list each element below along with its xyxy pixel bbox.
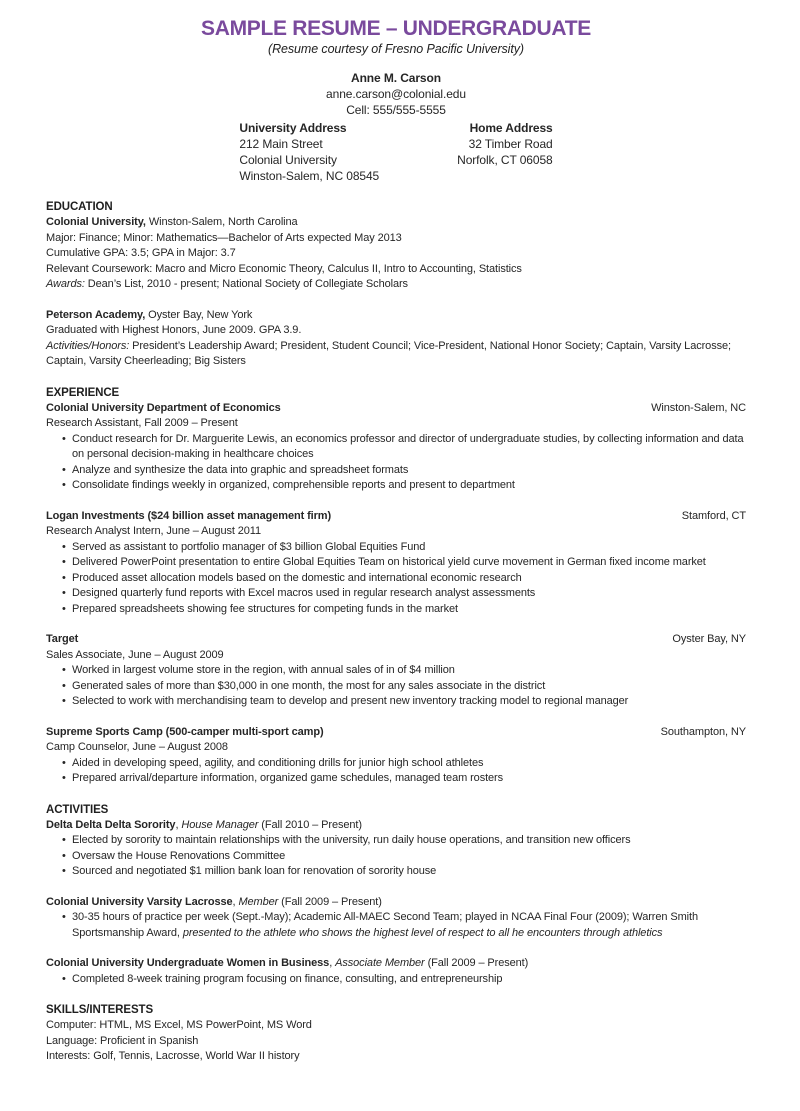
bullet-item	[62, 910, 746, 941]
honors-text: President’s Leadership Award; President, Student Council; Vice-President, National Honor Society; Captain, Varsity Lacrosse; Captain, Varsity Cheerleading; Big Sisters	[46, 339, 731, 367]
bullet-italic-text: presented to the athlete who shows the highest level of respect to all he encounters through athletics	[182, 926, 663, 939]
section-activities	[46, 802, 746, 988]
activity-dates: (Fall 2009 – Present)	[424, 957, 529, 969]
activities-heading: ACTIVITIES	[46, 803, 109, 816]
awards-label: Awards:	[46, 278, 85, 290]
bullet-item: • Produced asset allocation models based on the domestic and international economic research	[62, 571, 746, 587]
university-address	[239, 120, 379, 184]
activity-separator: ,	[175, 818, 182, 831]
skills-line: Computer: HTML, MS Excel, MS PowerPoint, MS Word	[46, 1019, 312, 1031]
activity-role: House Manager	[181, 818, 259, 831]
document-header	[46, 16, 746, 184]
job-entry	[46, 632, 746, 710]
education-heading: EDUCATION	[46, 201, 113, 213]
bullet-item: • Consolidate findings weekly in organized, comprehensible reports and present to department	[62, 478, 746, 494]
bullet-item: • Worked in largest volume store in the region, with annual sales of in of $4 million	[62, 663, 746, 679]
job-entry	[46, 725, 746, 787]
bullet-item: • Oversaw the House Renovations Committee	[62, 849, 746, 865]
skills-line: Language: Proficient in Spanish	[46, 1034, 199, 1047]
home-address	[457, 120, 552, 184]
job-bullets	[46, 540, 746, 618]
bullet-item: • Aided in developing speed, agility, and conditioning drills for junior high school athletes	[62, 756, 746, 772]
company-name: Target	[46, 633, 79, 645]
education-awards-line	[46, 277, 746, 293]
activity-org: Delta Delta Delta Sorority	[46, 818, 176, 831]
activity-dates: (Fall 2009 – Present)	[278, 895, 382, 908]
bullet-item: • Designed quarterly fund reports with Excel macros used in regular research analyst assessments	[62, 586, 746, 602]
school-name: Peterson Academy,	[46, 308, 146, 321]
education-detail-line: Cumulative GPA: 3.5; GPA in Major: 3.7	[46, 247, 236, 259]
contact-cell: Cell: 555/555-5555	[346, 103, 446, 117]
activity-separator: ,	[232, 895, 239, 908]
bullet-item: • Conduct research for Dr. Marguerite Lewis, an economics professor and director of undergraduate studies, by collecting information and data on personal decision-making in healthcare choices	[62, 432, 746, 463]
job-role-line: Research Analyst Intern, June – August 2011	[46, 525, 262, 537]
job-title-line	[46, 401, 746, 417]
company-name: Supreme Sports Camp (500-camper multi-sport camp)	[46, 725, 324, 738]
page-title: SAMPLE RESUME – UNDERGRADUATE	[201, 17, 591, 40]
activity-title-line	[46, 818, 746, 834]
bullet-item: • Prepared arrival/departure information, organized game schedules, managed team rosters	[62, 771, 746, 787]
education-detail-line: Major: Finance; Minor: Mathematics—Bachelor of Arts expected May 2013	[46, 231, 402, 244]
job-location: Southampton, NY	[660, 725, 746, 738]
job-location: Winston-Salem, NC	[651, 401, 746, 414]
section-experience	[46, 385, 746, 787]
activity-bullets	[46, 972, 746, 988]
school-name: Colonial University,	[46, 216, 146, 228]
skills-line: Interests: Golf, Tennis, Lacrosse, World War II history	[46, 1050, 300, 1062]
bullet-item: • Delivered PowerPoint presentation to entire Global Equities Team on historical yield curve movement in German fixed income market	[62, 555, 746, 571]
job-bullets	[46, 663, 746, 710]
company-name: Logan Investments ($24 billion asset management firm)	[46, 509, 332, 522]
school-title-line	[46, 308, 746, 324]
bullet-item: • Elected by sorority to maintain relationships with the university, run daily house operations, and transition new officers	[62, 833, 746, 849]
bullet-item: • Sourced and negotiated $1 million bank loan for renovation of sorority house	[62, 864, 746, 880]
job-location: Stamford, CT	[681, 509, 746, 522]
activity-title-line	[46, 895, 746, 911]
home-address-label: Home Address	[469, 121, 553, 135]
bullet-item: • Analyze and synthesize the data into graphic and spreadsheet formats	[62, 463, 746, 479]
education-entry	[46, 215, 746, 293]
job-title-line	[46, 632, 746, 648]
contact-name: Anne M. Carson	[351, 71, 441, 85]
addresses-row	[46, 120, 746, 184]
activity-separator: ,	[329, 957, 336, 969]
bullet-item: • Served as assistant to portfolio manager of $3 billion Global Equities Fund	[62, 540, 746, 556]
activity-org: Colonial University Varsity Lacrosse	[46, 895, 233, 908]
company-name: Colonial University Department of Economics	[46, 401, 281, 414]
job-bullets	[46, 756, 746, 787]
section-education	[46, 199, 746, 370]
address-line: 212 Main Street	[239, 137, 323, 151]
page-subtitle: (Resume courtesy of Fresno Pacific University)	[268, 42, 524, 56]
university-address-label: University Address	[239, 121, 347, 135]
activity-entry	[46, 895, 746, 942]
job-entry	[46, 401, 746, 494]
job-title-line	[46, 509, 746, 525]
bullet-item: • Prepared spreadsheets showing fee structures for competing funds in the market	[62, 602, 746, 618]
skills-heading: SKILLS/INTERESTS	[46, 1004, 154, 1016]
activity-role: Member	[238, 895, 279, 908]
address-line: Colonial University	[239, 153, 337, 167]
education-honors-line	[46, 339, 746, 370]
job-role-line: Research Assistant, Fall 2009 – Present	[46, 417, 238, 429]
section-skills	[46, 1002, 746, 1065]
bullet-item: • Selected to work with merchandising team to develop and present new inventory tracking model to regional manager	[62, 694, 746, 710]
education-detail-line: Graduated with Highest Honors, June 2009. GPA 3.9.	[46, 324, 302, 336]
address-line: Winston-Salem, NC 08545	[239, 169, 380, 183]
job-entry	[46, 509, 746, 618]
bullet-item: • Completed 8-week training program focusing on finance, consulting, and entrepreneurship	[62, 972, 746, 988]
bullet-item: • Generated sales of more than $30,000 in one month, the most for any sales associate in the district	[62, 679, 746, 695]
activity-dates: (Fall 2010 – Present)	[258, 818, 362, 831]
awards-text: Dean’s List, 2010 - present; National Society of Collegiate Scholars	[84, 278, 408, 290]
activity-bullets	[46, 910, 746, 941]
job-title-line	[46, 725, 746, 741]
education-entry	[46, 308, 746, 370]
activity-role: Associate Member	[335, 957, 425, 969]
activity-bullets	[46, 833, 746, 880]
address-line: 32 Timber Road	[468, 137, 553, 151]
school-location: Oyster Bay, New York	[145, 308, 253, 321]
activity-title-line	[46, 956, 746, 972]
job-role-line: Sales Associate, June – August 2009	[46, 648, 224, 661]
contact-block	[46, 70, 746, 118]
contact-email: anne.carson@colonial.edu	[326, 87, 466, 101]
job-bullets	[46, 432, 746, 494]
education-detail-line: Relevant Coursework: Macro and Micro Economic Theory, Calculus II, Intro to Accounting, Statistics	[46, 262, 522, 275]
activity-entry	[46, 818, 746, 880]
job-role-line: Camp Counselor, June – August 2008	[46, 741, 228, 753]
school-title-line	[46, 215, 746, 231]
job-location: Oyster Bay, NY	[672, 633, 746, 645]
honors-label: Activities/Honors:	[46, 339, 130, 352]
activity-entry	[46, 956, 746, 987]
address-line: Norfolk, CT 06058	[457, 153, 553, 167]
bullet-text: 30-35 hours of practice per week (Sept.-May); Academic All-MAEC Second Team; played in NCAA Final Four (2009); Warren Smith Sportsmanship Award,	[72, 911, 698, 939]
activity-org: Colonial University Undergraduate Women in Business	[46, 957, 330, 969]
experience-heading: EXPERIENCE	[46, 386, 120, 399]
school-location: Winston-Salem, North Carolina	[145, 216, 298, 228]
